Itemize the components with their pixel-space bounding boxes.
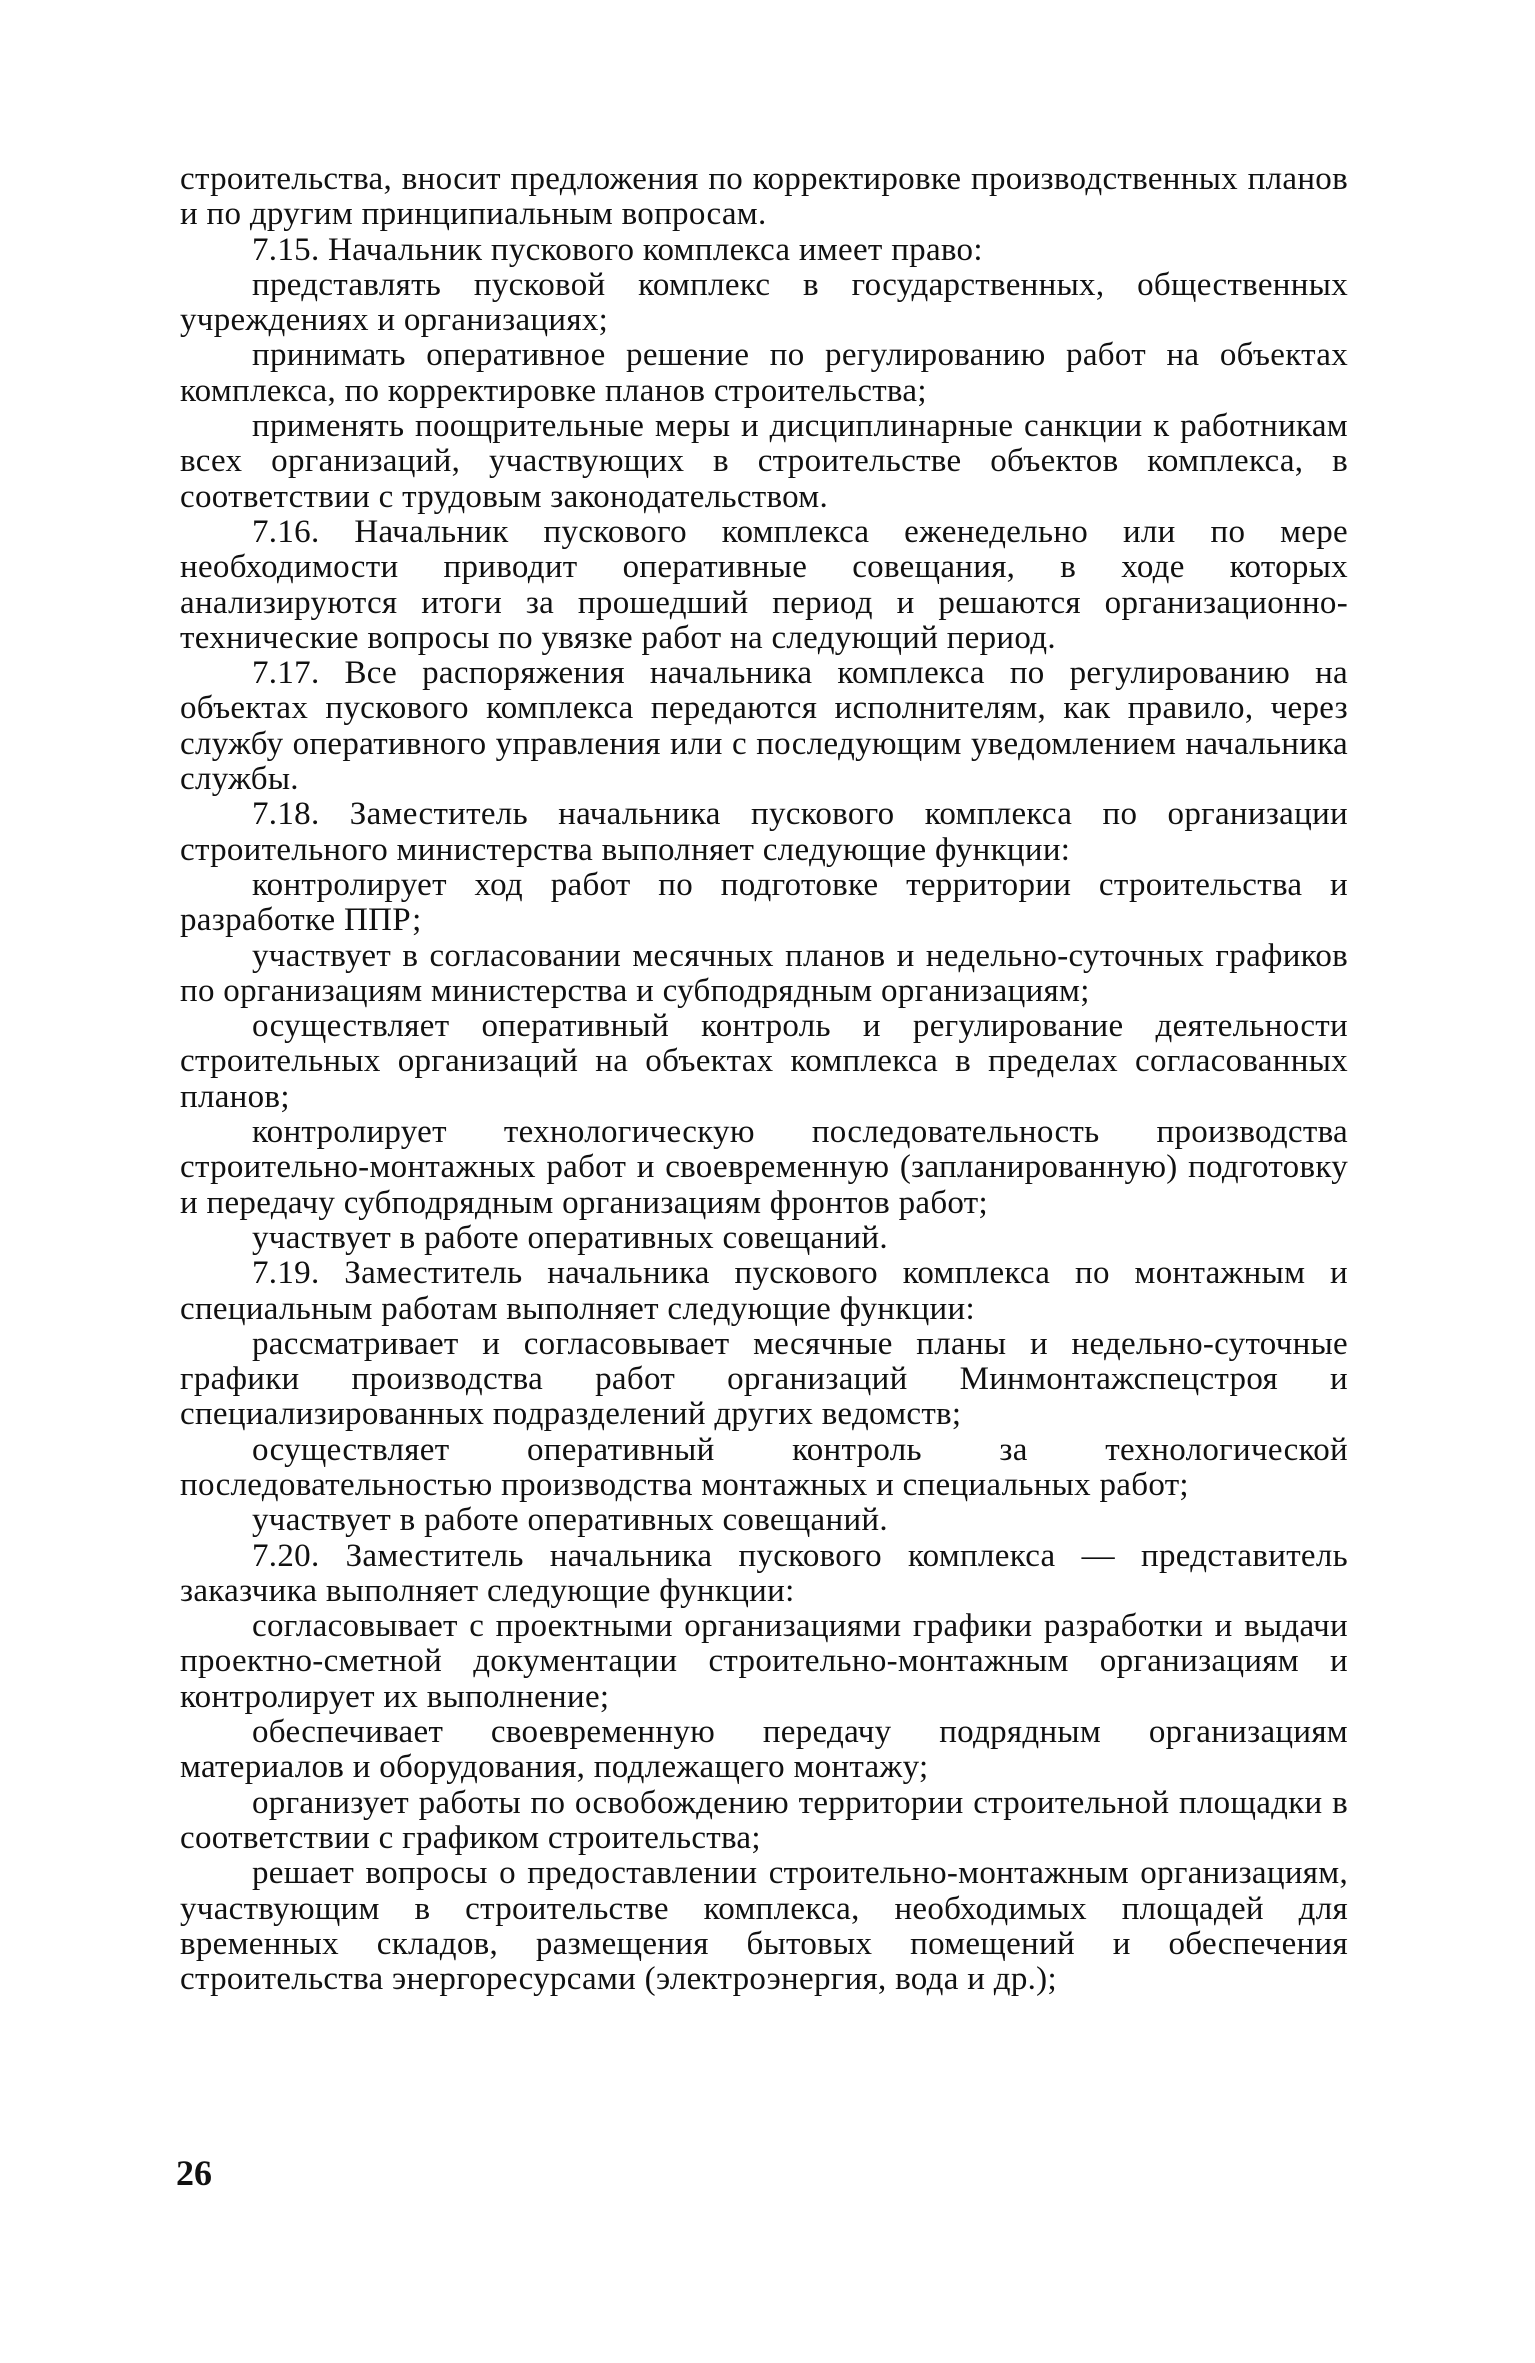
paragraph: осуществляет оперативный контроль за технологической последовательностью производства монтажных и специальных работ; — [180, 1431, 1348, 1503]
paragraph-7-20: 7.20. Заместитель начальника пускового комплекса — представитель заказчика выполняет следующие функции: — [180, 1537, 1348, 1609]
paragraph-7-19: 7.19. Заместитель начальника пускового комплекса по монтажным и специальным работам выполняет следующие функции: — [180, 1255, 1348, 1327]
paragraph: представлять пусковой комплекс в государственных, общественных учреждениях и организациях; — [180, 266, 1348, 339]
paragraph: участвует в согласовании месячных планов и недельно-суточных графиков по организациям министерства и субподрядным организациям; — [180, 937, 1348, 1009]
paragraph: организует работы по освобождению территории строительной площадки в соответствии с графиком строительства; — [180, 1784, 1348, 1856]
paragraph: контролирует ход работ по подготовке территории строительства и разработке ППР; — [180, 866, 1348, 939]
paragraph: участвует в работе оперативных совещаний. — [252, 1502, 888, 1539]
paragraph-7-17: 7.17. Все распоряжения начальника комплекса по регулированию на объектах пускового комплекса передаются исполнителям, как правило, через службу оперативного управления или с последующим уведомлением начальника службы. — [180, 655, 1348, 798]
paragraph: решает вопросы о предоставлении строительно-монтажным организациям, участвующим в строительстве комплекса, необходимых площадей для временных складов, размещения бытовых помещений и обеспечения строительства энергоресурсами (электроэнергия, вода и др.); — [180, 1855, 1348, 1998]
paragraph: контролирует технологическую последовательность производства строительно-монтажных работ и своевременную (запланированную) подготовку и передачу субподрядным организациям фронтов работ; — [180, 1114, 1348, 1221]
paragraph: осуществляет оперативный контроль и регулирование деятельности строительных организаций на объектах комплекса в пределах согласованных планов; — [180, 1008, 1348, 1115]
paragraph: рассматривает и согласовывает месячные планы и недельно-суточные графики производства работ организаций Минмонтажспецстроя и специализированных подразделений других ведомств; — [180, 1325, 1348, 1433]
paragraph-7-18: 7.18. Заместитель начальника пускового комплекса по организации строительного министерства выполняет следующие функции: — [180, 796, 1348, 868]
paragraph: участвует в работе оперативных совещаний. — [252, 1219, 888, 1256]
paragraph: обеспечивает своевременную передачу подрядным организациям материалов и оборудования, подлежащего монтажу; — [180, 1714, 1348, 1786]
paragraph-continuation: строительства, вносит предложения по корректировке производственных планов и по другим принципиальным вопросам. — [180, 161, 1348, 233]
body-text — [180, 162, 1348, 1997]
paragraph: применять поощрительные меры и дисциплинарные санкции к работникам всех организаций, участвующих в строительстве объектов комплекса, в соответствии с трудовым законодательством. — [180, 408, 1348, 515]
paragraph-7-16: 7.16. Начальник пускового комплекса еженедельно или по мере необходимости приводит оперативные совещания, в ходе которых анализируются итоги за прошедший период и решаются организационно-технические вопросы по увязке работ на следующий период. — [180, 513, 1348, 656]
paragraph-7-15: 7.15. Начальник пускового комплекса имеет право: — [252, 231, 983, 268]
paragraph: принимать оперативное решение по регулированию работ на объектах комплекса, по корректировке планов строительства; — [180, 337, 1348, 409]
page-number: 26 — [176, 2153, 212, 2193]
paragraph: согласовывает с проектными организациями графики разработки и выдачи проектно-сметной документации строительно-монтажным организациям и контролирует их выполнение; — [180, 1608, 1348, 1715]
